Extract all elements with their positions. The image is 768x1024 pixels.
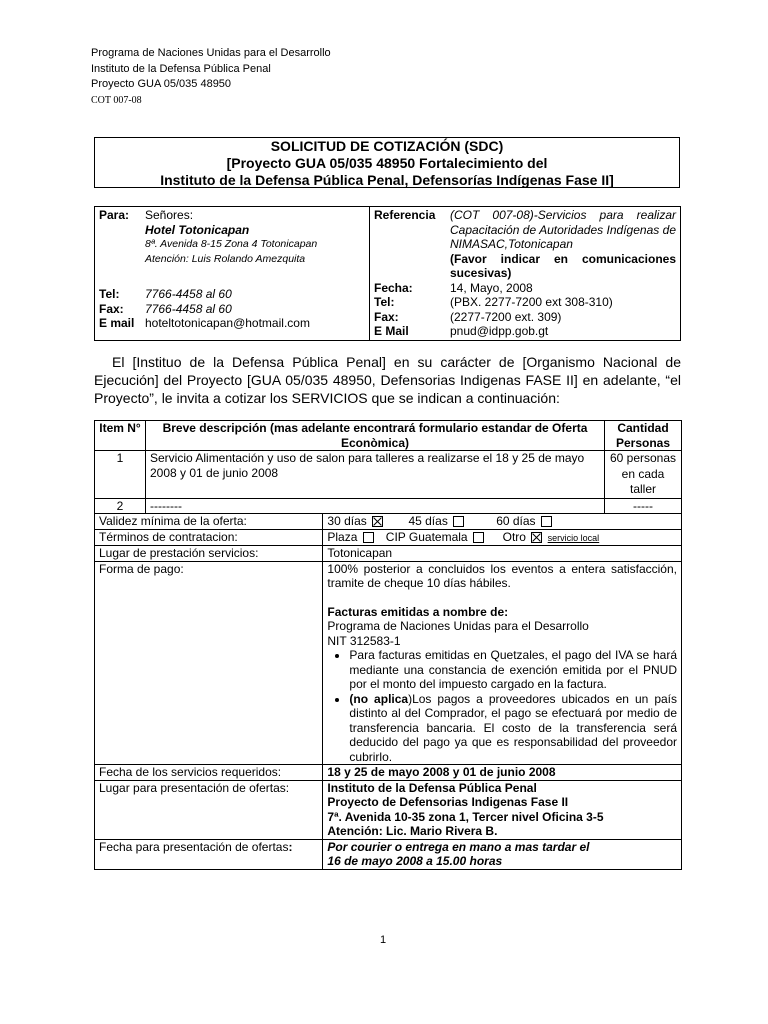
reference-cell — [370, 207, 681, 341]
validez-30-label: 30 días — [327, 514, 367, 528]
fecha-serv-value: 18 y 25 de mayo 2008 y 01 de junio 2008 — [323, 765, 682, 781]
ref-value: (COT 007-08)-Servicios para realizar Capacitación de Autoridades Indígenas de NIMASAC,Totonicapan — [450, 208, 676, 251]
fecha-serv-label: Fecha de los servicios requeridos: — [95, 765, 323, 781]
bullet-2-bold: (no aplica — [349, 691, 409, 706]
tel2-value: (PBX. 2277-7200 ext 308-310) — [450, 295, 613, 309]
title-line-2: [Proyecto GUA 05/035 48950 Fortalecimiento del — [226, 155, 548, 171]
fax2-label: Fax: — [374, 309, 399, 324]
lugar-pres-value — [323, 780, 682, 839]
info-table — [94, 206, 681, 341]
terminos-plaza-label: Plaza — [327, 529, 358, 544]
row-item: 1 — [95, 451, 146, 499]
validez-60-label: 60 días — [496, 514, 536, 528]
lugar-label: Lugar de prestación servicios: — [95, 546, 323, 562]
terminos-otro-note: servicio local — [547, 532, 600, 543]
lugar-pres-label: Lugar para presentación de ofertas: — [95, 780, 323, 839]
recipient-attention: Atención: Luis Rolando Amezquita — [145, 252, 306, 265]
row-desc: Servicio Alimentación y uso de salon para talleres a realizarse el 18 y 25 de mayo 2008 y 01 de junio 2008 — [146, 451, 605, 499]
email2-value: pnud@idpp.gob.gt — [450, 324, 549, 338]
email2-label: E Mail — [374, 324, 409, 338]
header-institute: Instituto de la Defensa Pública Penal — [91, 62, 271, 75]
ref-label: Referencia — [374, 208, 436, 222]
validez-60-checkbox[interactable] — [541, 516, 552, 527]
terminos-label: Términos de contratacion: — [95, 529, 323, 546]
recipient-name: Hotel Totonicapan — [145, 222, 250, 237]
col-qty-header: Cantidad Personas — [605, 421, 682, 451]
fecha-value: 14, Mayo, 2008 — [450, 280, 533, 295]
tel-label: Tel: — [99, 287, 120, 301]
validez-45-label: 45 días — [408, 514, 448, 528]
pago-bullet-2 — [349, 692, 677, 765]
fecha-pres-line-1: Por courier o entrega en mano a mas tardar el — [327, 839, 590, 854]
tel2-label: Tel: — [374, 295, 395, 309]
facturas-nit: NIT 312583-1 — [327, 633, 401, 648]
bullet-2-rest: )Los pagos a proveedores ubicados en un país distinto al del Comprador, el pago se efectuará por medio de transferencia bancaria. El costo de la transferencia será deducido del pago ya que es responsabilidad del proveedor cubrirlo. — [349, 691, 677, 764]
header-cot: COT 007-08 — [91, 94, 142, 106]
table-row — [95, 498, 682, 514]
validez-options — [323, 514, 682, 530]
terminos-options — [323, 529, 682, 546]
fecha-pres-value — [323, 839, 682, 869]
para-label: Para: — [99, 208, 130, 222]
lugar-value: Totonicapan — [323, 546, 682, 562]
terminos-cip-checkbox[interactable] — [473, 532, 484, 543]
pago-bullet-1: • Para facturas emitidas en Quetzales, el pago del IVA se hará mediante una constancia de exención emitida por el PNUD por el monto del impuesto cargado en la factura. — [349, 648, 677, 692]
terminos-otro-checkbox[interactable] — [531, 532, 542, 543]
pago-cell — [323, 561, 682, 765]
pago-label: Forma de pago: — [95, 561, 323, 765]
terminos-cip-label: CIP Guatemala — [385, 529, 468, 544]
validez-label: Validez mínima de la oferta: — [95, 514, 323, 530]
header-org: Programa de Naciones Unidas para el Desarrollo — [91, 47, 331, 59]
lugar-pres-line-1: Instituto de la Defensa Pública Penal — [327, 780, 537, 795]
facturas-org: Programa de Naciones Unidas para el Desarrollo — [327, 619, 589, 633]
fecha-pres-label-cell — [95, 839, 323, 869]
ref-note: (Favor indicar en comunicaciones sucesivas) — [450, 251, 676, 280]
tel-value: 7766-4458 al 60 — [145, 287, 232, 301]
fecha-pres-line-2: 16 de mayo 2008 a 15.00 horas — [327, 854, 503, 868]
fax-value: 7766-4458 al 60 — [145, 301, 232, 316]
fax-label: Fax: — [99, 301, 124, 316]
para-salutation: Señores: — [145, 208, 194, 222]
table-row — [95, 451, 682, 499]
title-box — [94, 137, 680, 188]
col-desc-header: Breve descripción (mas adelante encontrará formulario estandar de Oferta Econòmica) — [146, 421, 605, 451]
pago-bullets — [327, 648, 677, 764]
fecha-pres-colon: : — [288, 839, 293, 854]
email-label: E mail — [99, 316, 135, 330]
lugar-pres-line-4: Atención: Lic. Mario Rivera B. — [327, 824, 498, 838]
fax2-value: (2277-7200 ext. 309) — [450, 309, 562, 324]
row-desc: -------- — [146, 498, 605, 514]
recipient-cell — [95, 207, 370, 341]
document-header — [91, 46, 331, 108]
recipient-address: 8ª. Avenida 8-15 Zona 4 Totonicapan — [145, 238, 318, 250]
fecha-pres-label: Fecha para presentación de ofertas — [99, 839, 289, 854]
terminos-otro-label: Otro — [502, 529, 526, 544]
title-line-3: Instituto de la Defensa Pública Penal, Defensorías Indígenas Fase II] — [160, 172, 614, 188]
row-qty: ----- — [605, 498, 682, 514]
lugar-pres-line-2: Proyecto de Defensorias Indigenas Fase II — [327, 795, 569, 809]
pago-value: 100% posterior a concluidos los eventos a entera satisfacción, tramite de cheque 10 días hábiles. — [327, 561, 677, 590]
fecha-label: Fecha: — [374, 280, 413, 295]
services-table — [94, 420, 682, 870]
terminos-plaza-checkbox[interactable] — [363, 532, 374, 543]
col-item-header: Item N° — [95, 421, 146, 451]
validez-30-checkbox[interactable] — [372, 516, 383, 527]
intro-paragraph: El [Instituo de la Defensa Pública Penal] en su carácter de [Organismo Nacional de Ejecución] del Proyecto [GUA 05/035 48950, Defensorias Indigenas FASE II] en adelante, “el Proyecto”, le invita a cotizar los SERVICIOS que se indican a continuación: — [94, 354, 681, 406]
header-project: Proyecto GUA 05/035 48950 — [91, 78, 232, 90]
page-number: 1 — [380, 934, 387, 946]
title-line-1: SOLICITUD DE COTIZACIÓN (SDC) — [270, 138, 504, 154]
email-value: hoteltotonicapan@hotmail.com — [145, 316, 310, 330]
row-item: 2 — [95, 498, 146, 514]
validez-45-checkbox[interactable] — [453, 516, 464, 527]
facturas-title: Facturas emitidas a nombre de: — [327, 604, 509, 619]
row-qty: 60 personas en cada taller — [605, 451, 682, 499]
lugar-pres-line-3: 7ª. Avenida 10-35 zona 1, Tercer nivel Oficina 3-5 — [327, 809, 604, 824]
